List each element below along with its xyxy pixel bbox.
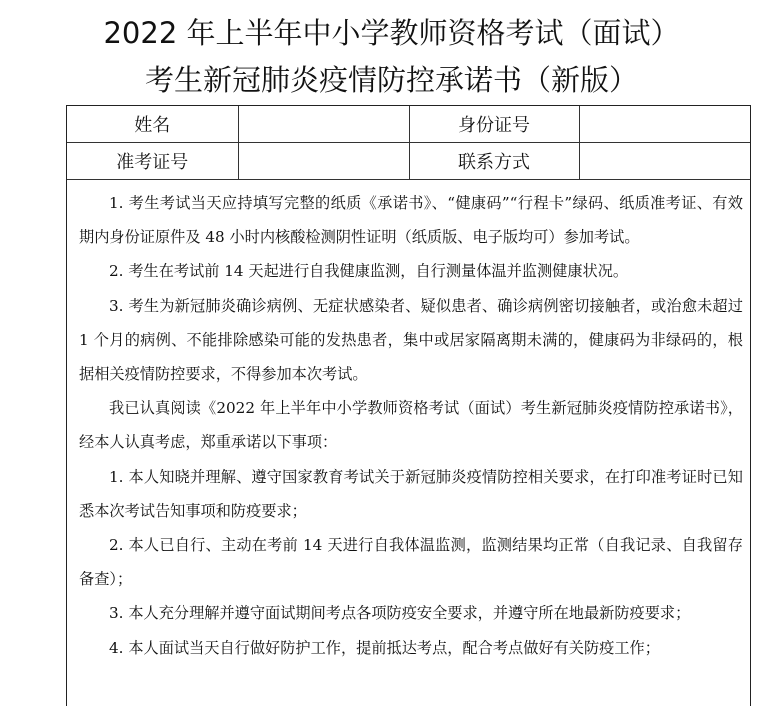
paragraph-pledge-1: 1. 本人知晓并理解、遵守国家教育考试关于新冠肺炎疫情防控相关要求，在打印准考证时已知悉本次考试告知事项和防疫要求； (79, 467, 743, 520)
paragraph-pledge-2: 2. 本人已自行、主动在考前 14 天进行自我体温监测，监测结果均正常（自我记录、自我留存备查）； (79, 536, 743, 589)
contact-field[interactable] (579, 143, 750, 180)
form-sheet (66, 105, 751, 706)
id-number-field[interactable] (579, 106, 750, 143)
paragraph-pledge-4: 4. 本人面试当天自行做好防护工作，提前抵达考点，配合考点做好有关防疫工作； (109, 638, 660, 657)
personal-info-table (67, 106, 750, 180)
document-title-line-1: 2022 年上半年中小学教师资格考试（面试） (103, 16, 680, 50)
paragraph-pledge-intro: 我已认真阅读《2022 年上半年中小学教师资格考试（面试）考生新冠肺炎疫情防控承诺书》，经本人认真考虑，郑重承诺以下事项： (79, 399, 743, 452)
paragraph-pledge-3: 3. 本人充分理解并遵守面试期间考点各项防疫安全要求，并遵守所在地最新防疫要求； (109, 604, 691, 623)
admission-ticket-field[interactable] (238, 143, 409, 180)
name-field[interactable] (238, 106, 409, 143)
pledge-body (79, 186, 743, 665)
id-number-label: 身份证号 (409, 106, 579, 143)
info-row-name-id (67, 106, 750, 143)
paragraph-rule-1: 1. 考生考试当天应持填写完整的纸质《承诺书》、“健康码”“行程卡”绿码、纸质准考证、有效期内身份证原件及 48 小时内核酸检测阴性证明（纸质版、电子版均可）参加考试。 (79, 194, 743, 247)
document-title-line-2: 考生新冠肺炎疫情防控承诺书（新版） (144, 63, 638, 97)
paragraph-rule-3: 3. 考生为新冠肺炎确诊病例、无症状感染者、疑似患者、确诊病例密切接触者，或治愈未超过 1 个月的病例、不能排除感染可能的发热患者，集中或居家隔离期未满的，健康码为非绿码的，根据相关疫情防控要求，不得参加本次考试。 (79, 296, 743, 384)
name-label: 姓名 (67, 106, 238, 143)
contact-label: 联系方式 (409, 143, 579, 180)
paragraph-rule-2: 2. 考生在考试前 14 天起进行自我健康监测，自行测量体温并监测健康状况。 (109, 262, 629, 281)
info-row-ticket-contact (67, 143, 750, 180)
admission-ticket-label: 准考证号 (67, 143, 238, 180)
